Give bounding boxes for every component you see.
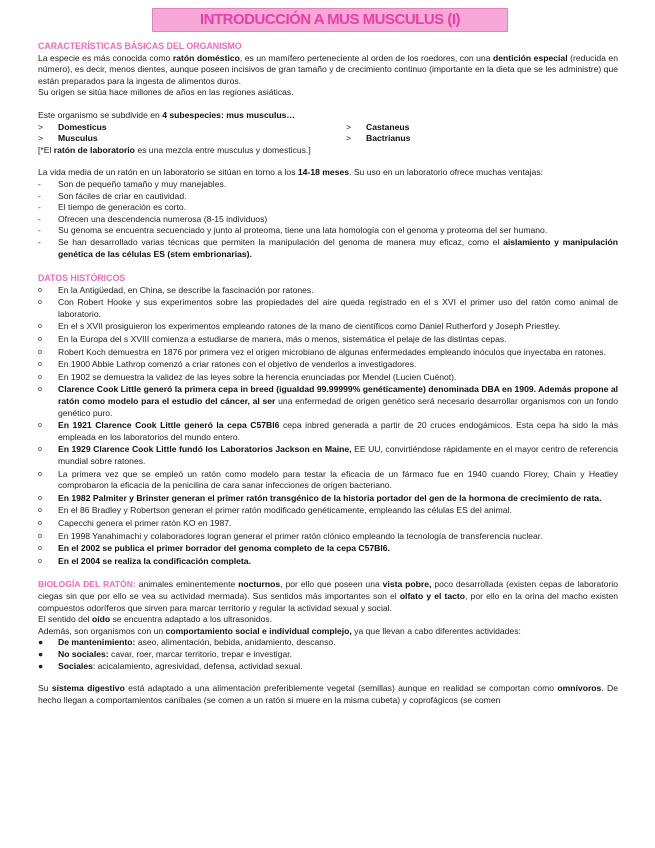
list-item: - El tiempo de generación es corto. xyxy=(38,202,187,213)
activities-list xyxy=(38,637,618,672)
list-item: o Con Robert Hooke y sus experimentos sobre las propiedades del aire queda registrado en el s XVI el primer uso del ratón como animal de laboratorio. xyxy=(38,297,618,319)
list-item: o En 1929 Clarence Cook Little fundó los Laboratorios Jackson en Maine, EE UU, convirtiéndose rápidamente en el mayor centro de referencia mundial sobre ratones. xyxy=(38,444,618,466)
list-item: - Ofrecen una descendencia numerosa (8-15 individuos) xyxy=(38,213,268,224)
page-title: INTRODUCCIÓN A MUS MUSCULUS (I) xyxy=(199,11,461,29)
list-item: > Musculus xyxy=(38,133,98,144)
list-item: ● De mantenimiento: aseo, alimentación, bebida, anidamiento, descanso. xyxy=(38,637,336,648)
list-item: o En 1998 Yanahimachi y colaboradores logran generar el primer ratón clónico empleando la tecnología de transferencia nuclear. xyxy=(38,530,543,541)
paragraph-subspecies-intro: Este organismo se subdivide en 4 subespecies: mus musculus… xyxy=(38,109,295,120)
list-item: o En 1982 Palmiter y Brinster generan el primer ratón transgénico de la historia portador del gen de la hormona de crecimiento de rata. xyxy=(38,492,602,503)
section-heading-caracteristicas: CARACTERÍSTICAS BÁSICAS DEL ORGANISMO xyxy=(38,41,242,51)
section-heading-historicos: DATOS HISTÓRICOS xyxy=(38,273,126,284)
list-item: - Se han desarrollado varias técnicas que permiten la manipulación del genoma de manera muy eficaz, como el aislamiento y manipulación genética de las células ES (stem embrionarias). xyxy=(38,236,619,259)
list-item: o En el 2002 se publica el primer borrador del genoma completo de la cepa C57Bl6. xyxy=(38,543,390,554)
note-lab-mouse: [*El ratón de laboratorio es una mezcla entre musculus y domesticus.] xyxy=(38,144,311,155)
list-item: o En 1921 Clarence Cook Little generó la cepa C57Bl6 cepa inbred generada a partir de 20 cruces endogámicos. Esta cepa ha sido la más empleada en los laboratorios del mundo entero. xyxy=(38,420,618,442)
list-item: o En 1900 Abbie Lathrop comenzó a criar ratones con el objetivo de venderlos a investigadores. xyxy=(38,359,417,370)
list-item: ● Sociales: acicalamiento, agresividad, defensa, actividad sexual. xyxy=(38,660,303,671)
list-item: o Clarence Cook Little generó la primera cepa in breed (igualdad 99.99999% genéticamente) denominada DBA en 1909. Además propone al ratón como modelo para el estudio del cáncer, al ser una enfermedad de origen genético será necesario desarrollar organismos con un fondo genético puro. xyxy=(38,384,618,418)
list-item: - Su genoma se encuentra secuenciado y junto al proteoma, tiene una lata homología con el genoma y proteoma del ser humano. xyxy=(38,225,548,236)
list-item: o Robert Koch demuestra en 1876 por primera vez el origen microbiano de algunas enfermedades empleando inóculos que inyectaba en ratones. xyxy=(38,346,606,357)
paragraph-description: La especie es más conocida como ratón doméstico, es un mamífero perteneciente al orden de los roedores, con una dentición especial (reducida en número), es decir, menos dientes, aunque poseen incisivos de gran tamaño y de crecimiento continuo (importante en la dieta que se les administre) que están preparados para la ingesta de alimentos duros. xyxy=(38,52,618,86)
document-content xyxy=(38,37,618,706)
paragraph-biology: BIOLOGÍA DEL RATÓN: animales eminentemente nocturnos, por ello que poseen una vista pobre, poco desarrollada (existen cepas de laboratorio ciegas sin que por ello se vea su actividad mermada). Sus sentidos más importantes son el olfato y el tacto, por ello en la orina del macho existen compuestos odoríferos que sirven para marcar territorio y regular la actividad sexual y social. xyxy=(38,579,618,613)
list-item: ● No sociales: cavar, roer, marcar territorio, trepar e investigar. xyxy=(38,648,293,659)
paragraph-behaviour: Además, son organismos con un comportamiento social e individual complejo, ya que llevan a cabo diferentes actividades: xyxy=(38,625,521,636)
list-item: o Capecchi genera el primer ratón KO en 1987. xyxy=(38,517,232,528)
paragraph-hearing: El sentido del oído se encuentra adaptado a los ultrasonidos. xyxy=(38,614,273,625)
list-item: o En la Antigüedad, en China, se describe la fascinación por ratones. xyxy=(38,284,314,295)
paragraph-digestive: Su sistema digestivo está adaptado a una alimentación preferiblemente vegetal (semillas) aunque en realidad se comportan como omnívoros. De hecho llegan a comportamientos caníbales (se comen a un ratón si muere en la misma cubeta) y coprofágicos (se comen xyxy=(38,683,618,705)
advantages-list xyxy=(38,179,618,260)
paragraph-lifespan: La vida media de un ratón en un laboratorio se sitúan en torno a los 14-18 meses. Su uso en un laboratorio ofrece muchas ventajas: xyxy=(38,167,543,178)
list-item: > Bactrianus xyxy=(346,133,411,144)
list-item: - Son fáciles de criar en cautividad. xyxy=(38,190,187,201)
list-item: > Domesticus xyxy=(38,121,107,132)
list-item: o En el s XVII prosiguieron los experimentos empleando ratones de la mano de científicos como Daniel Rutherford y Joseph Priestley. xyxy=(38,321,561,332)
list-item: > Castaneus xyxy=(346,121,410,132)
title-banner xyxy=(152,8,508,32)
list-item: o En el 86 Bradley y Robertson generan el primer ratón modificado genéticamente, empleando las células ES del animal. xyxy=(38,505,512,516)
section-heading-biologia: BIOLOGÍA DEL RATÓN: xyxy=(38,579,136,590)
history-list xyxy=(38,285,618,568)
paragraph-origin: Su origen se sitúa hace millones de años en las regiones asiáticas. xyxy=(38,87,294,98)
list-item: o En el 2004 se realiza la condificación completa. xyxy=(38,555,251,566)
list-item: - Son de pequeño tamaño y muy manejables. xyxy=(38,178,227,189)
list-item: o En la Europa del s XVIII comienza a estudiarse de manera, más o menos, sistemática el pelaje de las distintas cepas. xyxy=(38,334,507,345)
list-item: o En 1902 se demuestra la validez de las leyes sobre la herencia enunciadas por Mendel (Lucien Cuénot). xyxy=(38,371,457,382)
subspecies-list xyxy=(38,122,618,145)
list-item: o La primera vez que se empleó un ratón como modelo para testar la eficacia de un fármaco fue en 1940 cuando Florey, Chain y Heatley comprobaron la eficacia de la penicilina de cara sanar infecciones de origen bacteriano. xyxy=(38,468,618,491)
